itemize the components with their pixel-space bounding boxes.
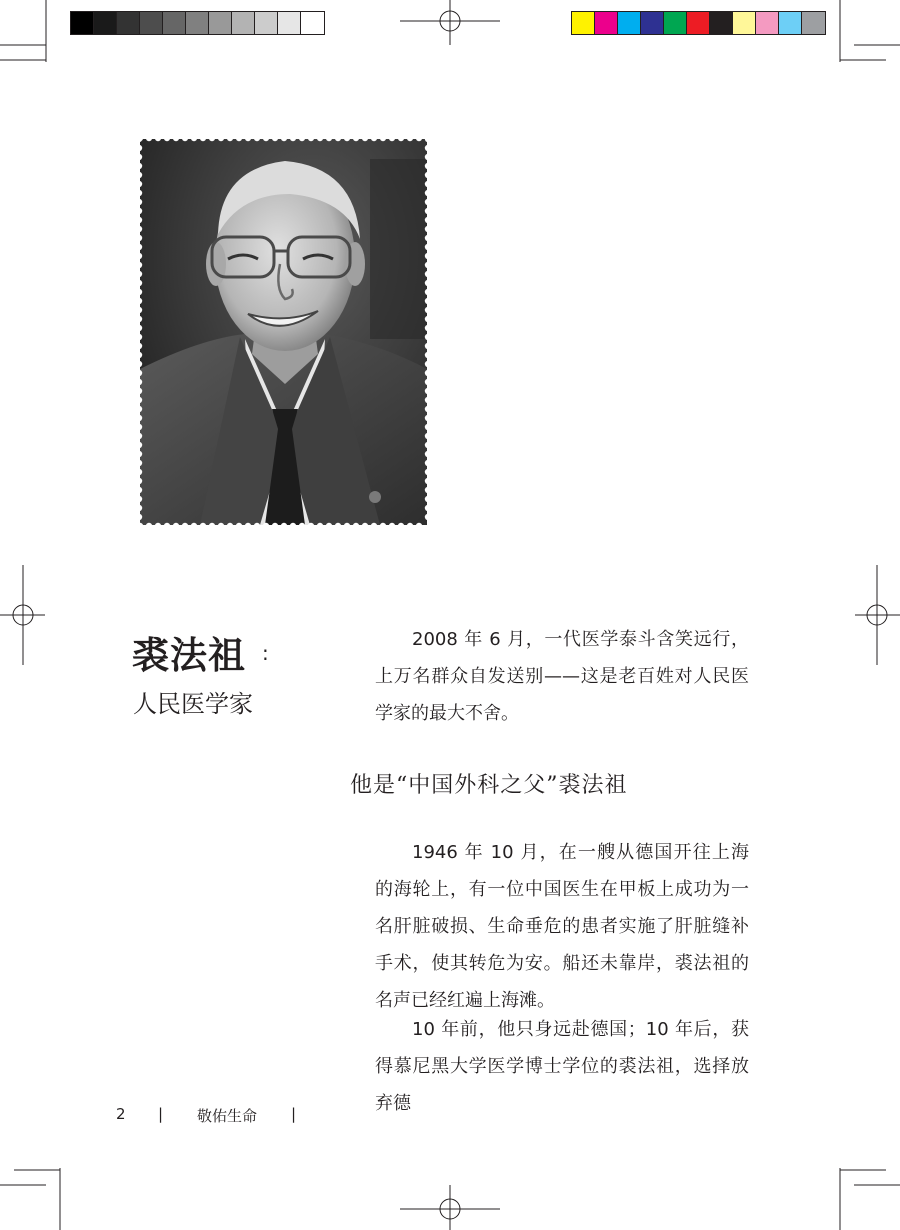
grayscale-swatch <box>301 12 324 34</box>
page-number: 2 <box>116 1105 126 1123</box>
registration-mark-top <box>400 0 500 48</box>
title-colon: : <box>262 641 269 665</box>
registration-mark-bottom <box>400 1182 500 1230</box>
crop-mark-top-right <box>830 0 900 70</box>
article-title-name: 裘法祖 <box>132 633 246 677</box>
color-calibration-bar <box>571 11 826 35</box>
portrait-photo <box>140 139 427 525</box>
color-swatch <box>595 12 618 34</box>
grayscale-swatch <box>186 12 209 34</box>
grayscale-swatch <box>71 12 94 34</box>
registration-mark-right <box>852 565 900 665</box>
portrait-photo-stamp <box>136 135 431 529</box>
color-swatch <box>802 12 825 34</box>
registration-mark-left <box>0 565 48 665</box>
color-swatch <box>618 12 641 34</box>
color-swatch <box>572 12 595 34</box>
body-paragraph-2: 10 年前，他只身远赴德国；10 年后，获得慕尼黑大学医学博士学位的裘法祖，选择放弃德 <box>375 1019 749 1114</box>
color-swatch <box>779 12 802 34</box>
footer-separator-right: | <box>291 1105 297 1123</box>
grayscale-swatch <box>94 12 117 34</box>
crop-mark-bottom-left <box>0 1160 70 1230</box>
grayscale-swatch <box>163 12 186 34</box>
color-swatch <box>687 12 710 34</box>
grayscale-calibration-bar <box>70 11 325 35</box>
body-paragraph-1: 1946 年 10 月，在一艘从德国开往上海的海轮上，有一位中国医生在甲板上成功为一名肝脏破损、生命垂危的患者实施了肝脏缝补手术，使其转危为安。船还未靠岸，裘法祖的名声已经红遍上海滩。 <box>375 842 749 1011</box>
grayscale-swatch <box>117 12 140 34</box>
crop-mark-bottom-right <box>830 1160 900 1230</box>
color-swatch <box>756 12 779 34</box>
grayscale-swatch <box>140 12 163 34</box>
color-swatch <box>664 12 687 34</box>
color-swatch <box>641 12 664 34</box>
color-swatch <box>733 12 756 34</box>
portrait-illustration <box>140 139 427 525</box>
section-heading: 他是“中国外科之父”裘法祖 <box>350 773 628 798</box>
color-swatch <box>710 12 733 34</box>
footer-separator: | <box>158 1105 164 1123</box>
grayscale-swatch <box>209 12 232 34</box>
book-title: 敬佑生命 <box>197 1107 258 1125</box>
grayscale-swatch <box>278 12 301 34</box>
article-subtitle: 人民医学家 <box>133 690 253 718</box>
grayscale-swatch <box>255 12 278 34</box>
grayscale-swatch <box>232 12 255 34</box>
crop-mark-top-left <box>0 0 70 70</box>
intro-paragraph: 2008 年 6 月，一代医学泰斗含笑远行，上万名群众自发送别——这是老百姓对人民医学家的最大不舍。 <box>375 629 749 724</box>
